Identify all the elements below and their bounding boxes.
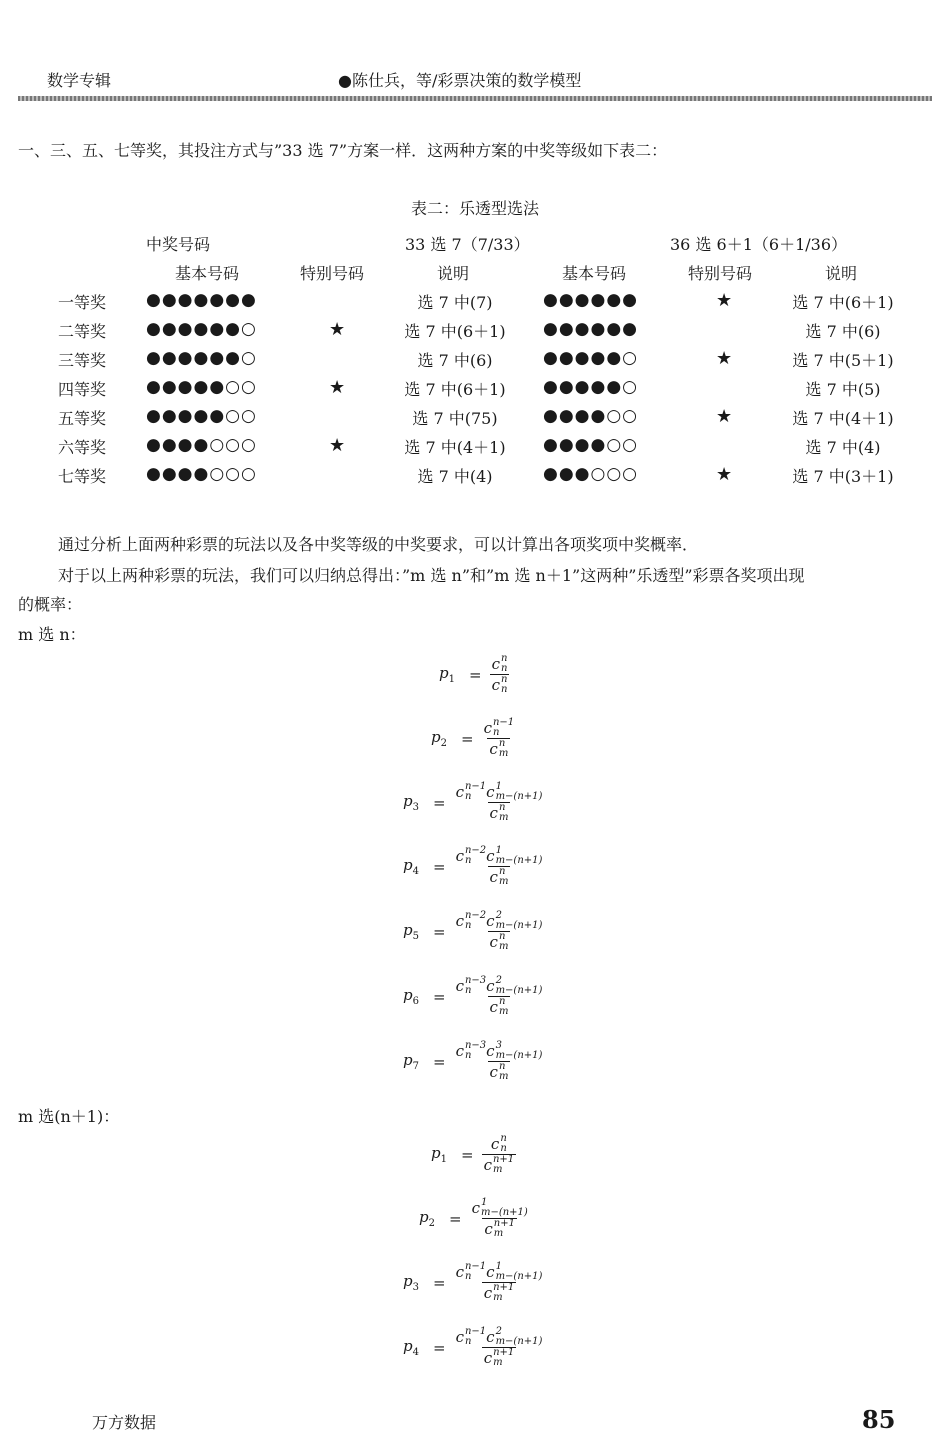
fraction [470,1198,530,1239]
combination-superscript: n [500,653,508,664]
a-basic-numbers: ●●●●○○○ [146,435,257,455]
sub-header-b-desc: 说明 [825,264,858,283]
probability-formula: $p_1$ = c n n c n n [439,653,508,695]
combination-subscript: m [493,1292,503,1303]
b-basic-numbers: ●●●●○○ [543,435,639,455]
combination-symbol: c [486,1042,495,1060]
group-header-winning-numbers: 中奖号码 [146,235,211,254]
combination-superscript: n−1 [464,781,487,792]
formula-lhs: $p_2$ [419,1208,435,1229]
fraction [454,1041,545,1082]
running-header-title: ●陈仕兵，等/彩票决策的数学模型 [338,71,582,90]
paragraph-analysis: 通过分析上面两种彩票的玩法以及各中奖等级的中奖要求，可以计算出各项奖项中奖概率． [58,535,699,554]
combination-subscript: m−(n+1) [480,1207,528,1218]
combination-symbol: c [486,1263,495,1281]
combination-superscript: n+1 [493,1347,515,1358]
sub-header-a-special: 特别号码 [300,264,365,283]
table-caption: 表二：乐透型选法 [410,199,539,218]
combination-symbol: c [491,676,500,694]
combination-superscript: n−3 [464,975,487,986]
combination-subscript: n [464,791,472,802]
label-m-choose-n-plus-1: m 选(n＋1)： [18,1107,120,1126]
combination-superscript: n−2 [464,845,487,856]
a-description: 选 7 中(7) [417,293,493,312]
combination-superscript: n [500,1133,507,1144]
combination-symbol: c [455,847,464,865]
combination-symbol: c [484,1220,493,1238]
combination-superscript: 2 [495,910,502,921]
combination-superscript: n [498,738,506,749]
fraction [454,911,545,952]
prize-level: 四等奖 [58,380,107,399]
a-basic-numbers: ●●●●○○○ [146,464,257,484]
combination-superscript: n−2 [464,910,487,921]
combination-symbol: c [489,998,498,1016]
fraction [454,1262,545,1303]
combination-symbol: c [486,912,495,930]
combination-symbol: c [489,1063,498,1081]
b-description: 选 7 中(4＋1) [792,409,894,428]
a-special-star-icon: ★ [329,377,346,398]
fraction [482,1134,517,1175]
formula-lhs: $p_4$ [403,856,419,877]
sub-header-a-desc: 说明 [437,264,470,283]
combination-subscript: m−(n+1) [495,791,543,802]
b-special-star-icon: ★ [716,348,733,369]
combination-symbol: c [455,1042,464,1060]
a-description: 选 7 中(6) [417,351,493,370]
combination-symbol: c [483,1156,492,1174]
combination-superscript: n+1 [493,1282,515,1293]
a-description: 选 7 中(4) [417,467,493,486]
probability-formula: $p_3$ = c n−1 n c 1 m−(n+1) c n+1 m [403,1261,543,1303]
probability-formula: $p_4$ = c n−1 n c 2 m−(n+1) c n+1 m [403,1326,543,1368]
page-number: 85 [862,1405,896,1434]
combination-subscript: m−(n+1) [495,855,543,866]
b-description: 选 7 中(5＋1) [792,351,894,370]
sub-header-b-special: 特别号码 [688,264,753,283]
combination-symbol: c [489,804,498,822]
fraction [490,654,510,695]
footer-source: 万方数据 [92,1413,157,1432]
b-basic-numbers: ●●●●●○ [543,348,639,368]
combination-subscript: m−(n+1) [495,1271,543,1282]
combination-symbol: c [486,783,495,801]
formula-lhs: $p_3$ [403,792,419,813]
combination-subscript: m−(n+1) [495,1050,543,1061]
a-special-star-icon: ★ [329,319,346,340]
formula-lhs: $p_5$ [403,921,419,942]
combination-subscript: m [498,1006,509,1017]
running-header-left: 数学专辑 [47,71,112,90]
a-basic-numbers: ●●●●●○○ [146,377,257,397]
combination-superscript: n+1 [493,1218,515,1229]
combination-symbol: c [455,977,464,995]
probability-formula: $p_7$ = c n−3 n c 3 m−(n+1) c n m [403,1040,543,1082]
probability-formula: $p_6$ = c n−3 n c 2 m−(n+1) c n m [403,975,543,1017]
combination-superscript: 1 [495,845,502,856]
combination-symbol: c [489,868,498,886]
b-basic-numbers: ●●●○○○ [543,464,639,484]
combination-superscript: n−1 [464,1326,487,1337]
a-description: 选 7 中(6＋1) [404,380,506,399]
paragraph-summary-line2: 的概率： [18,595,83,614]
prize-level: 七等奖 [58,467,107,486]
combination-symbol: c [483,719,492,737]
probability-formula: $p_3$ = c n−1 n c 1 m−(n+1) c n m [403,781,543,823]
combination-superscript: n [500,674,508,685]
combination-superscript: n [498,1061,506,1072]
combination-symbol: c [489,933,498,951]
combination-symbol: c [483,1284,493,1302]
combination-superscript: n [498,931,506,942]
combination-subscript: m [498,748,509,759]
combination-subscript: m−(n+1) [495,920,543,931]
combination-symbol: c [483,1349,493,1367]
formula-lhs: $p_3$ [403,1272,419,1293]
combination-superscript: n−3 [464,1040,487,1051]
combination-subscript: m−(n+1) [495,985,543,996]
combination-superscript: n [498,802,506,813]
prize-level: 三等奖 [58,351,107,370]
header-rule [18,96,932,101]
prize-level: 五等奖 [58,409,107,428]
combination-symbol: c [491,655,500,673]
formula-lhs: $p_6$ [403,986,419,1007]
formula-lhs: $p_1$ [431,1144,447,1165]
prize-level: 一等奖 [58,293,107,312]
sub-header-b-basic: 基本号码 [562,264,627,283]
probability-formula: $p_4$ = c n−2 n c 1 m−(n+1) c n m [403,845,543,887]
b-basic-numbers: ●●●●●○ [543,377,639,397]
prize-level: 二等奖 [58,322,107,341]
combination-symbol: c [455,1328,464,1346]
combination-superscript: n−1 [464,1261,487,1272]
probability-formula: $p_2$ = c n−1 n c n m [431,717,515,759]
b-special-star-icon: ★ [716,464,733,485]
combination-symbol: c [455,783,464,801]
combination-symbol: c [486,977,495,995]
b-basic-numbers: ●●●●●● [543,290,639,310]
combination-subscript: n [464,1336,472,1347]
combination-superscript: 1 [495,781,502,792]
combination-symbol: c [489,740,498,758]
combination-subscript: m [493,1228,504,1239]
a-special-star-icon: ★ [329,435,346,456]
combination-subscript: n [464,920,472,931]
combination-subscript: n [500,684,508,695]
fraction [454,1327,545,1368]
probability-formula: $p_2$ = c 1 m−(n+1) c n+1 m [419,1197,528,1239]
combination-subscript: m [498,1071,509,1082]
combination-subscript: m [492,1164,503,1175]
combination-superscript: 1 [480,1197,488,1208]
combination-superscript: n [498,996,506,1007]
combination-superscript: 1 [495,1261,502,1272]
a-description: 选 7 中(75) [412,409,498,428]
b-special-star-icon: ★ [716,290,733,311]
b-description: 选 7 中(5) [805,380,881,399]
probability-formula: $p_1$ = c n n c n+1 m [431,1133,515,1175]
formula-lhs: $p_4$ [403,1337,419,1358]
a-basic-numbers: ●●●●●●● [146,290,257,310]
combination-subscript: n [464,985,472,996]
b-basic-numbers: ●●●●○○ [543,406,639,426]
combination-subscript: n [492,727,500,738]
combination-subscript: n [500,1143,507,1154]
combination-subscript: n [500,663,508,674]
combination-superscript: n+1 [492,1154,515,1165]
fraction [454,846,545,887]
combination-superscript: n [498,866,506,877]
group-header-36-choose-6-1: 36 选 6＋1（6＋1/36） [670,235,848,254]
probability-formula: $p_5$ = c n−2 n c 2 m−(n+1) c n m [403,910,543,952]
combination-symbol: c [490,1135,500,1153]
label-m-choose-n: m 选 n： [18,625,86,644]
a-basic-numbers: ●●●●●●○ [146,319,257,339]
formula-lhs: $p_2$ [431,728,447,749]
group-header-33-choose-7: 33 选 7（7/33） [405,235,530,254]
formula-lhs: $p_1$ [439,664,455,685]
combination-superscript: 3 [495,1040,502,1051]
combination-subscript: n [464,855,472,866]
fraction [482,718,517,759]
fraction [454,782,545,823]
a-basic-numbers: ●●●●●●○ [146,348,257,368]
formula-lhs: $p_7$ [403,1051,419,1072]
combination-subscript: m [498,812,509,823]
sub-header-a-basic: 基本号码 [175,264,240,283]
a-description: 选 7 中(6＋1) [404,322,506,341]
combination-superscript: n−1 [492,717,515,728]
b-description: 选 7 中(6＋1) [792,293,894,312]
a-basic-numbers: ●●●●●○○ [146,406,257,426]
fraction [454,976,545,1017]
combination-symbol: c [455,1263,464,1281]
b-description: 选 7 中(6) [805,322,881,341]
combination-subscript: n [464,1271,472,1282]
combination-symbol: c [486,1328,495,1346]
combination-superscript: 2 [495,1326,502,1337]
combination-subscript: n [464,1050,472,1061]
combination-subscript: m [498,941,509,952]
b-description: 选 7 中(3＋1) [792,467,894,486]
combination-subscript: m [493,1357,503,1368]
paragraph-summary-line1: 对于以上两种彩票的玩法，我们可以归纳总得出：”m 选 n”和”m 选 n＋1”这两种”乐透型”彩票各奖项出现 [58,566,805,585]
b-special-star-icon: ★ [716,406,733,427]
combination-symbol: c [471,1199,480,1217]
combination-symbol: c [455,912,464,930]
b-description: 选 7 中(4) [805,438,881,457]
a-description: 选 7 中(4＋1) [404,438,506,457]
combination-subscript: m [498,876,509,887]
b-basic-numbers: ●●●●●● [543,319,639,339]
combination-subscript: m−(n+1) [495,1336,543,1347]
prize-level: 六等奖 [58,438,107,457]
combination-superscript: 2 [495,975,502,986]
intro-paragraph: 一、三、五、七等奖，其投注方式与”33 选 7”方案一样．这两种方案的中奖等级如下表二： [18,141,668,160]
combination-symbol: c [486,847,495,865]
